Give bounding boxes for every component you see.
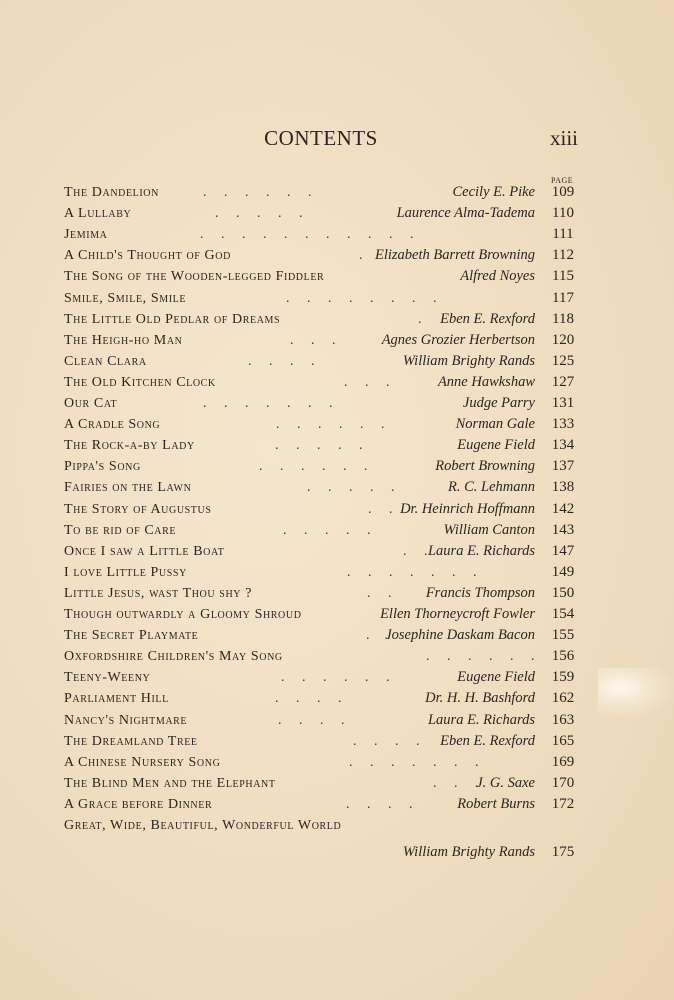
entry-author: Robert Burns: [457, 795, 535, 812]
entry-leader-dots: . .: [368, 501, 393, 517]
entry-author: Elizabeth Barrett Browning: [374, 247, 535, 264]
entry-leader-dots: . . . .: [275, 691, 342, 707]
entry-author: Eben E. Rexford: [440, 310, 535, 327]
toc-entry: [64, 794, 577, 815]
toc-entry: [64, 688, 577, 709]
toc-entry: [64, 562, 577, 583]
entry-page-number: 154: [551, 606, 575, 622]
toc-entry: [64, 583, 577, 604]
entry-page-number: 127: [551, 373, 575, 390]
entry-title: A Cradle Song: [64, 417, 161, 433]
entry-leader-dots: .: [418, 311, 422, 327]
page-number: xiii: [549, 126, 578, 150]
entry-title: The Secret Playmate: [64, 628, 199, 644]
toc-entry: [64, 646, 577, 667]
entry-page-number: 118: [552, 310, 574, 327]
entry-leader-dots: . . .: [344, 374, 390, 390]
entry-title: The Little Old Pedlar of Dreams: [64, 311, 281, 327]
entry-title: Pippa's Song: [64, 459, 141, 475]
entry-title: The Heigh-ho Man: [64, 332, 183, 348]
entry-title: Parliament Hill: [64, 691, 169, 707]
entry-page-number: 143: [551, 521, 575, 538]
entry-page-number: 170: [551, 774, 575, 791]
entry-author: Eben E. Rexford: [440, 732, 535, 749]
toc-entry: [64, 667, 577, 688]
entry-page-number: 172: [551, 795, 575, 812]
entry-author: Ellen Thorneycroft Fowler: [380, 606, 535, 622]
entry-page-number: 134: [551, 437, 575, 454]
entry-author: Agnes Grozier Herbertson: [381, 331, 535, 348]
toc-entry: [64, 842, 577, 863]
entry-author: Josephine Daskam Bacon: [385, 627, 535, 644]
entry-title: The Story of Augustus: [64, 501, 212, 517]
entry-page-number: 120: [551, 331, 575, 348]
entry-author: William Canton: [443, 521, 535, 538]
entry-page-number: 111: [552, 226, 574, 243]
entry-page-number: 175: [551, 844, 575, 861]
entry-leader-dots: . . . . . .: [276, 417, 385, 433]
entry-page-number: 138: [551, 479, 575, 496]
entry-page-number: 169: [551, 753, 575, 770]
toc-entry: [64, 752, 577, 773]
entry-title: A Lullaby: [64, 206, 132, 222]
entry-title: To be rid of Care: [64, 522, 177, 538]
entry-title: The Song of the Wooden-legged Fiddler: [64, 269, 325, 285]
entry-title: Though outwardly a Gloomy Shroud: [64, 607, 302, 622]
entry-author: Eugene Field: [457, 437, 535, 454]
toc-entry: [64, 266, 577, 287]
entry-leader-dots: . . . . . . .: [347, 564, 477, 580]
entry-title: Clean Clara: [64, 353, 147, 369]
entry-title: Nancy's Nightmare: [64, 712, 188, 728]
entry-leader-dots: . . . . .: [283, 522, 371, 538]
entry-page-number: 117: [552, 289, 574, 306]
entry-author: Eugene Field: [457, 669, 535, 686]
toc-entry: [64, 541, 577, 562]
entry-title: The Dandelion: [64, 185, 159, 200]
entry-author: Laura E. Richards: [427, 542, 535, 559]
entry-title: Great, Wide, Beautiful, Wonderful World: [64, 818, 342, 833]
entry-page-number: 109: [551, 184, 575, 200]
entry-author: Norman Gale: [455, 416, 535, 433]
entry-leader-dots: . . . . .: [215, 206, 303, 222]
entry-page-number: 137: [551, 458, 575, 475]
entry-leader-dots: . . .: [290, 332, 336, 348]
entry-title: I love Little Pussy: [64, 564, 187, 580]
toc-entry: [64, 435, 577, 456]
toc-entry: [64, 815, 577, 836]
toc-entry: [64, 710, 577, 731]
toc-entry: [64, 477, 577, 498]
paper-wear-mark: [598, 668, 674, 718]
entry-author: Laurence Alma-Tadema: [396, 205, 535, 222]
toc-entry: [64, 520, 577, 541]
toc-entry: [64, 203, 577, 224]
toc-entry: [64, 499, 577, 520]
entry-leader-dots: . . . . . .: [203, 185, 312, 200]
entry-leader-dots: . . . . . . . .: [286, 290, 437, 306]
entry-title: Fairies on the Lawn: [64, 480, 192, 496]
entry-leader-dots: . . . . .: [307, 480, 395, 496]
entry-title: A Grace before Dinner: [64, 796, 213, 812]
toc-entry: [64, 309, 577, 330]
entry-page-number: 142: [551, 500, 575, 517]
toc-entry: [64, 372, 577, 393]
toc-entry: [64, 288, 577, 309]
entry-leader-dots: . . . . . .: [281, 670, 390, 686]
entry-page-number: 156: [551, 648, 575, 665]
entry-leader-dots: .: [359, 248, 363, 264]
entry-author: Francis Thompson: [425, 584, 535, 601]
entry-author: William Brighty Rands: [402, 844, 535, 861]
toc-entry: [64, 731, 577, 752]
entry-page-number: 115: [552, 268, 574, 285]
page-column-label: PAGE: [551, 176, 574, 185]
entry-page-number: 133: [551, 416, 575, 433]
entry-title: The Rock-a-by Lady: [64, 438, 195, 454]
entry-title: Little Jesus, wast Thou shy ?: [64, 585, 253, 601]
toc-entry: [64, 456, 577, 477]
entry-title: Once I saw a Little Boat: [64, 543, 225, 559]
entry-author: J. G. Saxe: [476, 774, 535, 791]
entry-page-number: 149: [551, 563, 575, 580]
entry-page-number: 131: [551, 395, 575, 411]
entry-title: A Chinese Nursery Song: [64, 754, 221, 770]
entry-author: R. C. Lehmann: [448, 479, 535, 496]
toc-entry: [64, 625, 577, 646]
entry-page-number: 125: [551, 352, 575, 369]
entry-author: Dr. H. H. Bashford: [425, 690, 535, 707]
entry-page-number: 112: [552, 247, 574, 264]
entry-leader-dots: . . . . . . . . . . .: [200, 227, 414, 243]
entry-leader-dots: . . . .: [248, 353, 315, 369]
entry-title: The Old Kitchen Clock: [64, 374, 216, 390]
entry-page-number: 150: [551, 584, 575, 601]
entry-leader-dots: . . . . . . .: [203, 396, 333, 411]
entry-author: Anne Hawkshaw: [437, 373, 535, 390]
entry-title: Our Cat: [64, 396, 118, 411]
entry-author: Alfred Noyes: [460, 268, 535, 285]
entry-leader-dots: . .: [367, 585, 392, 601]
entry-leader-dots: . . . .: [353, 733, 420, 749]
entry-page-number: 147: [551, 542, 575, 559]
entry-author: William Brighty Rands: [402, 352, 535, 369]
entry-page-number: 162: [551, 690, 575, 707]
entry-author: Laura E. Richards: [427, 711, 535, 728]
entry-leader-dots: . . . . . . .: [349, 754, 479, 770]
toc-entry: [64, 224, 577, 245]
entry-page-number: 165: [551, 732, 575, 749]
toc-entry: [64, 351, 577, 372]
entry-author: Judge Parry: [462, 395, 535, 411]
entry-leader-dots: . .: [403, 543, 428, 559]
entry-author: Dr. Heinrich Hoffmann: [400, 500, 535, 517]
entry-leader-dots: . . . . . .: [259, 459, 368, 475]
toc-entry: [64, 330, 577, 351]
toc-entry: [64, 604, 577, 625]
page-header: [64, 126, 578, 156]
entry-author: Robert Browning: [435, 458, 535, 475]
page-title: CONTENTS: [264, 126, 378, 150]
toc-entry: [64, 414, 577, 435]
entry-page-number: 163: [551, 711, 575, 728]
toc-entry: [64, 393, 577, 414]
entry-title: Teeny-Weeny: [64, 670, 151, 686]
entry-title: The Dreamland Tree: [64, 733, 198, 749]
entry-title: Jemima: [64, 227, 108, 243]
entry-author: Cecily E. Pike: [452, 184, 535, 200]
entry-page-number: 110: [552, 205, 574, 222]
entry-title: A Child's Thought of God: [64, 248, 231, 264]
toc-entry: [64, 245, 577, 266]
entry-leader-dots: . . . . .: [275, 438, 363, 454]
entry-title: The Blind Men and the Elephant: [64, 775, 276, 791]
toc-entry: [64, 773, 577, 794]
toc-entry: [64, 182, 577, 203]
entry-leader-dots: . .: [366, 628, 391, 644]
entry-leader-dots: . . . .: [278, 712, 345, 728]
entry-leader-dots: . . .: [433, 775, 479, 791]
entry-page-number: 159: [551, 669, 575, 686]
entry-page-number: 155: [551, 627, 575, 644]
entry-leader-dots: . . . .: [346, 796, 413, 812]
entry-title: Oxfordshire Children's May Song: [64, 649, 283, 665]
entry-leader-dots: . . . . . .: [426, 649, 535, 665]
entry-title: Smile, Smile, Smile: [64, 290, 187, 306]
